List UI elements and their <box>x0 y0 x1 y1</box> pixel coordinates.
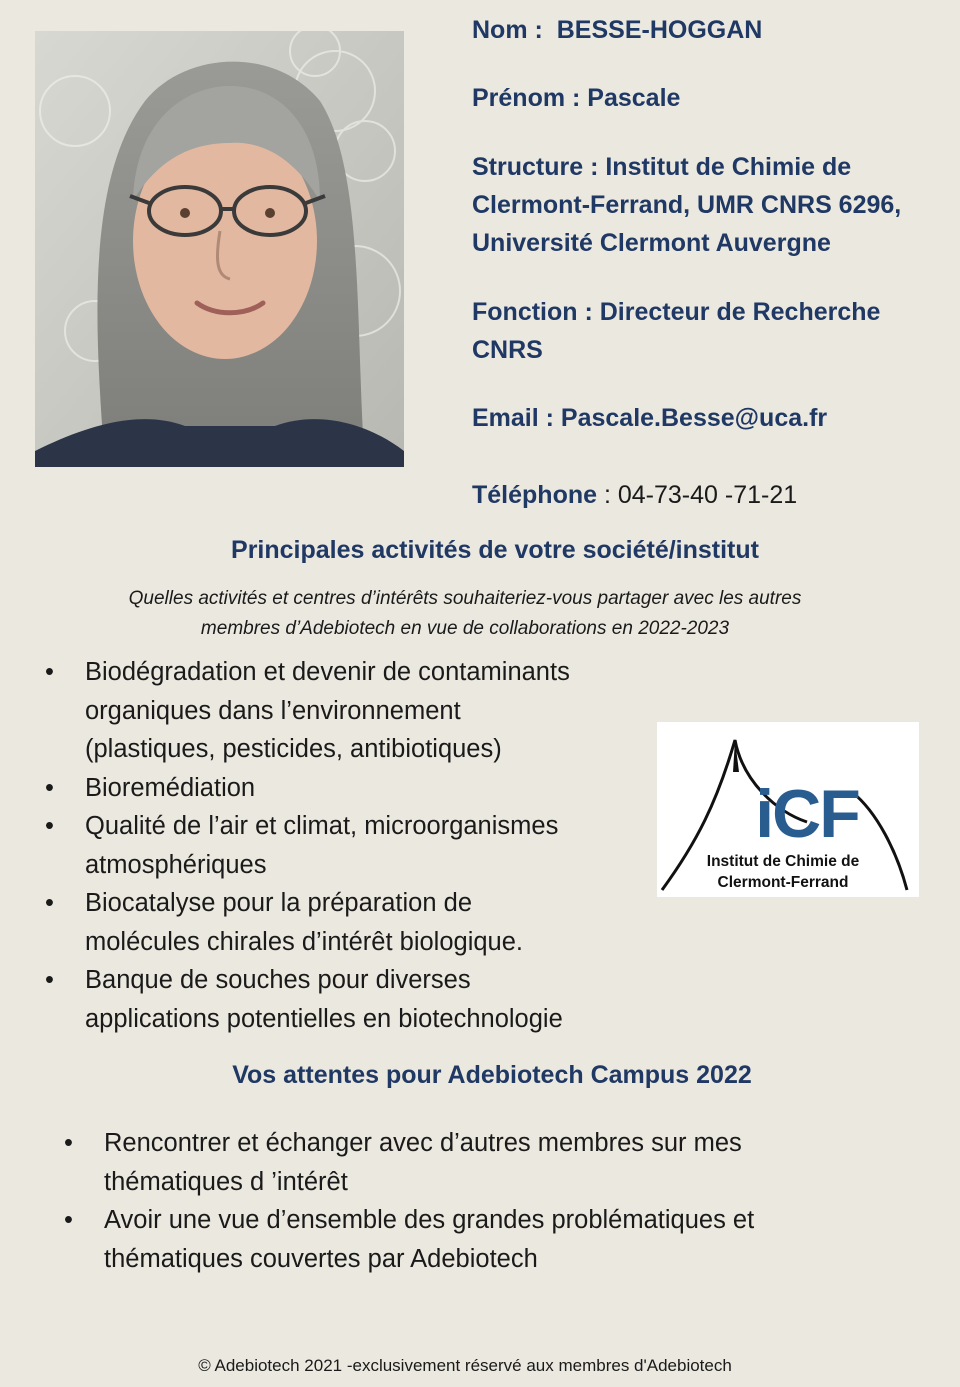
list-item-line: thématiques couvertes par Adebiotech <box>104 1244 538 1273</box>
list-item-line: atmosphériques <box>85 850 267 879</box>
nom-value: BESSE-HOGGAN <box>556 16 763 44</box>
list-item-line: • Biocatalyse pour la préparation de <box>85 889 472 917</box>
structure-field <box>472 148 952 262</box>
list-item-line: (plastiques, pesticides, antibiotiques) <box>85 735 502 763</box>
list-item <box>41 807 661 884</box>
prenom-field: Prénom : Pascale <box>472 84 681 112</box>
list-item-line: • Biodégradation et devenir de contaminants <box>85 658 570 686</box>
list-item <box>41 769 661 808</box>
iccf-logo <box>657 722 919 897</box>
structure-line: Clermont-Ferrand, UMR CNRS 6296, <box>472 191 902 219</box>
expectations-title: Vos attentes pour Adebiotech Campus 2022 <box>232 1061 752 1089</box>
fonction-field <box>472 293 952 369</box>
nom-label: Nom : <box>472 16 543 44</box>
subtitle-line: Quelles activités et centres d’intérêts souhaiteriez-vous partager avec les autres <box>128 588 802 609</box>
expectations-list <box>60 1124 940 1278</box>
list-item-line: thématiques d ’intérêt <box>104 1167 348 1196</box>
list-item-line: • Bioremédiation <box>85 773 256 802</box>
structure-line: Structure : Institut de Chimie de <box>472 153 852 181</box>
list-item-line: • Banque de souches pour diverses <box>85 966 471 994</box>
activities-subtitle <box>40 584 890 644</box>
fonction-line: CNRS <box>472 336 543 364</box>
list-item <box>60 1124 940 1201</box>
list-item-line: molécules chirales d’intérêt biologique. <box>85 927 523 956</box>
activities-title: Principales activités de votre société/institut <box>231 536 759 564</box>
list-item <box>41 961 661 1038</box>
list-item-line: applications potentielles en biotechnologie <box>85 1004 563 1033</box>
list-item-line: • Avoir une vue d’ensemble des grandes problématiques et <box>104 1206 755 1234</box>
list-item-line: • Qualité de l’air et climat, microorganismes <box>85 812 559 840</box>
telephone-label: Téléphone <box>472 481 598 509</box>
nom-field <box>472 11 952 49</box>
list-item <box>41 884 661 961</box>
list-item <box>60 1201 940 1278</box>
telephone-field <box>472 476 952 514</box>
fonction-line: Fonction : Directeur de Recherche <box>472 298 881 326</box>
activities-list <box>41 653 661 1038</box>
list-item <box>41 653 661 769</box>
profile-photo <box>35 31 404 467</box>
logo-line2: Clermont-Ferrand <box>717 874 849 891</box>
subtitle-line: membres d’Adebiotech en vue de collaborations en 2022-2023 <box>200 618 730 639</box>
list-item-line: organiques dans l’environnement <box>85 696 461 725</box>
structure-line: Université Clermont Auvergne <box>472 229 831 257</box>
email-field: Email : Pascale.Besse@uca.fr <box>472 404 828 432</box>
footer-copyright: © Adebiotech 2021 -exclusivement réservé aux membres d'Adebiotech <box>198 1356 732 1375</box>
telephone-value: : 04-73-40 -71-21 <box>597 481 798 509</box>
list-item-line: • Rencontrer et échanger avec d’autres membres sur mes <box>104 1129 742 1157</box>
logo-mark: iCF <box>755 776 859 852</box>
logo-line1: Institut de Chimie de <box>706 853 860 870</box>
